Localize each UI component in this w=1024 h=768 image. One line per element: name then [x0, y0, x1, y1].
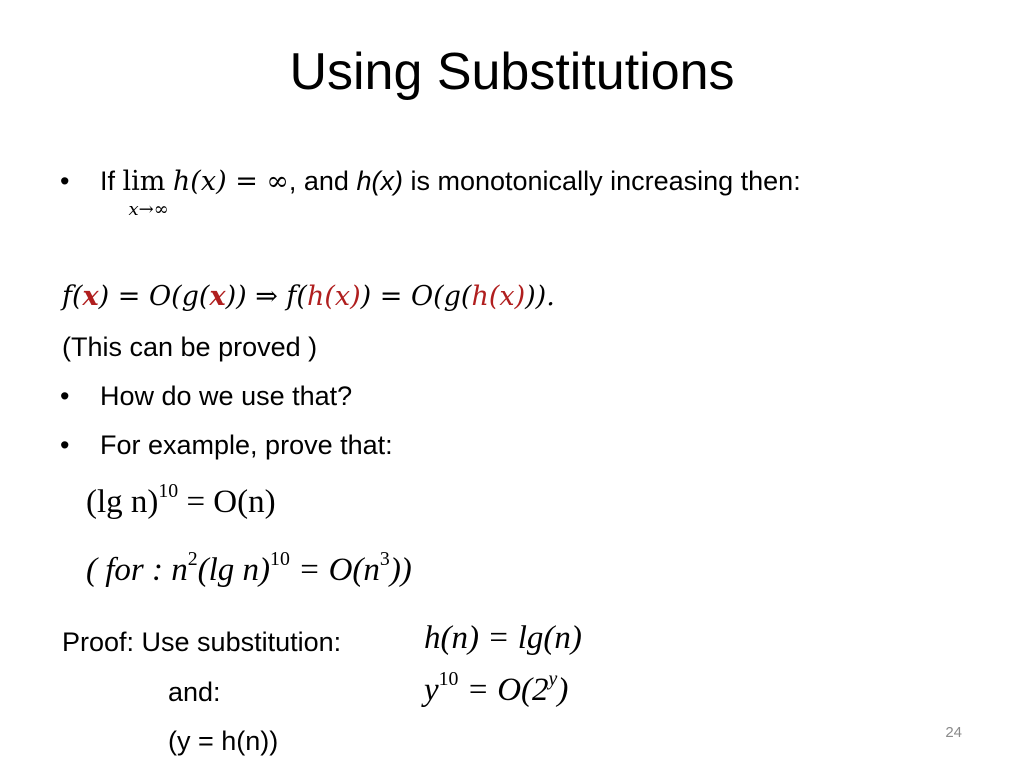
eq2-mid: (lg n): [197, 552, 271, 588]
eq1-rhs: = O(n): [186, 484, 276, 520]
eq1-lhs: (lg n): [86, 484, 159, 520]
proof-note: (This can be proved ): [62, 332, 318, 362]
impl-part-5: )).: [525, 281, 555, 312]
eq2-exp-3: 3: [379, 548, 390, 571]
eq2-exp-2: 10: [270, 548, 290, 571]
impl-bold-x-1: x: [82, 281, 99, 312]
impl-part-4: ) = O(g(: [360, 281, 472, 312]
equation-lg-n-10: [86, 482, 276, 522]
y-rhs-1: = O(2: [466, 672, 549, 708]
limit-expression: [122, 165, 169, 220]
bullet-line-2: How do we use that?: [100, 381, 353, 411]
bullet-line-1: [100, 164, 801, 220]
bullet-glyph: •: [60, 381, 70, 411]
y-equation: [424, 670, 568, 710]
bullet-glyph: •: [60, 430, 70, 460]
eq2-open: ( for : n: [86, 552, 188, 588]
line1-text-a: , and: [288, 166, 349, 196]
slide-title: Using Substitutions: [289, 43, 735, 101]
impl-part-3: )) ⇒ f(: [225, 281, 307, 312]
y-base: y: [424, 672, 439, 708]
implication-formula: [62, 280, 555, 314]
y-rhs-exponent: y: [548, 668, 558, 691]
impl-part-2: ) = O(g(: [98, 281, 210, 312]
impl-bold-x-2: x: [209, 281, 226, 312]
proof-and: and:: [168, 677, 221, 707]
bullet-line-3: For example, prove that:: [100, 430, 393, 460]
line1-text-b: is monotonically increasing then:: [410, 166, 801, 196]
eq2-rhs-1: = O(n: [298, 552, 380, 588]
lim-word: lim: [122, 166, 166, 197]
if-word: If: [100, 166, 116, 196]
lim-subscript: x→∞: [128, 199, 169, 220]
eq1-exponent: 10: [158, 480, 179, 503]
impl-hx-2: h(x): [471, 281, 526, 312]
y-definition: (y = h(n)): [168, 726, 279, 756]
y-rhs-2: ): [557, 672, 569, 708]
hx-italic: h(x): [356, 166, 403, 196]
page-number: 24: [945, 724, 962, 741]
proof-label: Proof: Use substitution:: [62, 627, 342, 657]
bullet-glyph: •: [60, 166, 70, 196]
substitution-equation: h(n) = lg(n): [424, 620, 582, 656]
limit-value-expression: h(x) = ∞: [172, 166, 289, 197]
eq2-exp-1: 2: [187, 548, 198, 571]
equation-for-n2: [86, 550, 412, 590]
eq2-rhs-2: )): [389, 552, 412, 588]
impl-part-1: f(: [62, 281, 83, 312]
impl-hx-1: h(x): [306, 281, 361, 312]
y-exponent: 10: [438, 668, 459, 691]
